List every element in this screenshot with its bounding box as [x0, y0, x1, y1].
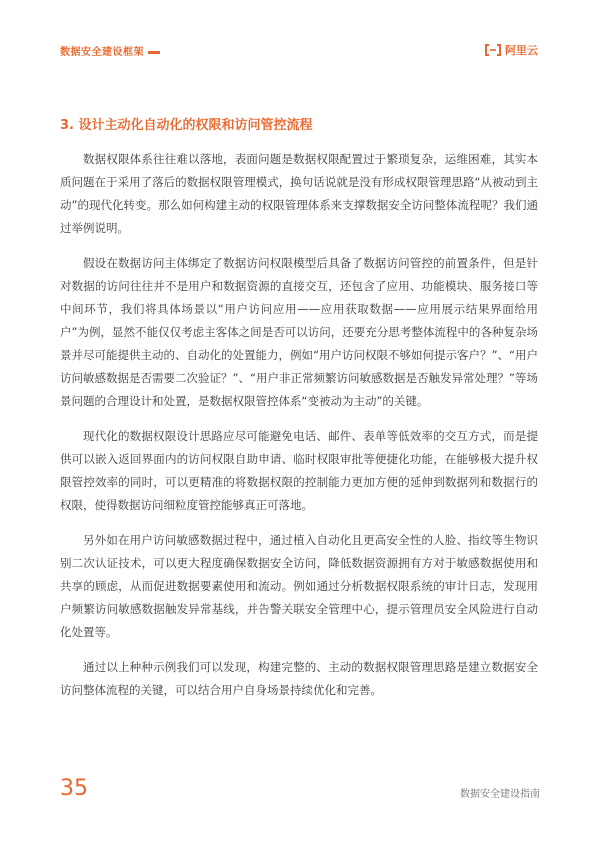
paragraph: 数据权限体系往往难以落地，表面问题是数据权限配置过于繁琐复杂，运维困难，其实本质问题在于采用了落后的数据权限管理模式，换句话说就是没有形成权限管理思路“从被动到主动”的现代化转变。那么如何构建主动的权限管理体系来支撑数据安全访问整体流程呢？我们通过举例说明。 — [60, 152, 538, 235]
page-header — [60, 38, 538, 62]
page-number: 35 — [60, 776, 88, 801]
footer-doc-title: 数据安全建设指南 — [460, 789, 540, 800]
alibaba-cloud-bracket-icon — [484, 41, 502, 60]
body-content — [60, 148, 538, 714]
paragraph: 现代化的数据权限设计思路应尽可能避免电话、邮件、表单等低效率的交互方式，而是提供可以嵌入返回界面内的访问权限自助申请、临时权限审批等便捷化功能，在能够极大提升权限管控效率的同时，可以更精准的将数据权限的控制能力更加方便的延伸到数据列和数据行的权限，使得数据访问细粒度管控能够真正可落地。 — [60, 429, 538, 512]
paragraph: 假设在数据访问主体绑定了数据访问权限模型后具备了数据访问管控的前置条件，但是针对数据的访问往往并不是用户和数据资源的直接交互，还包含了应用、功能模块、服务接口等中间环节，我们将具体场景以“用户访问应用——应用获取数据——应用展示结果界面给用户”为例，显然不能仅仅考虑主客体之间是否可以访问，还要充分思考整体流程中的各种复杂场景并尽可能提供主动的、自动化的处置能力，例如“用户访问权限不够如何提示客户？”、“用户访问敏感数据是否需要二次验证？”、“用户非正常频繁访问敏感数据是否触发异常处理？”等场景问题的合理设计和处置，是数据权限管控体系“变被动为主动”的关键。 — [60, 256, 538, 408]
logo-text: 阿里云 — [505, 44, 538, 57]
header-left — [60, 43, 160, 58]
section-title: 3. 设计主动化自动化的权限和访问管控流程 — [60, 118, 313, 133]
header-accent-bar — [148, 51, 160, 54]
logo — [484, 41, 538, 60]
header-title: 数据安全建设框架 — [60, 46, 144, 58]
paragraph: 另外如在用户访问敏感数据过程中，通过植入自动化且更高安全性的人脸、指纹等生物识别二次认证技术，可以更大程度确保数据安全访问，降低数据资源拥有方对于敏感数据使用和共享的顾虑，从而促进数据要素使用和流动。例如通过分析数据权限系统的审计日志，发现用户频繁访问敏感数据触发异常基线，并告警关联安全管理中心，提示管理员安全风险进行自动化处置等。 — [60, 533, 538, 639]
paragraph: 通过以上种种示例我们可以发现，构建完整的、主动的数据权限管理思路是建立数据安全访问整体流程的关键，可以结合用户自身场景持续优化和完善。 — [60, 660, 538, 697]
